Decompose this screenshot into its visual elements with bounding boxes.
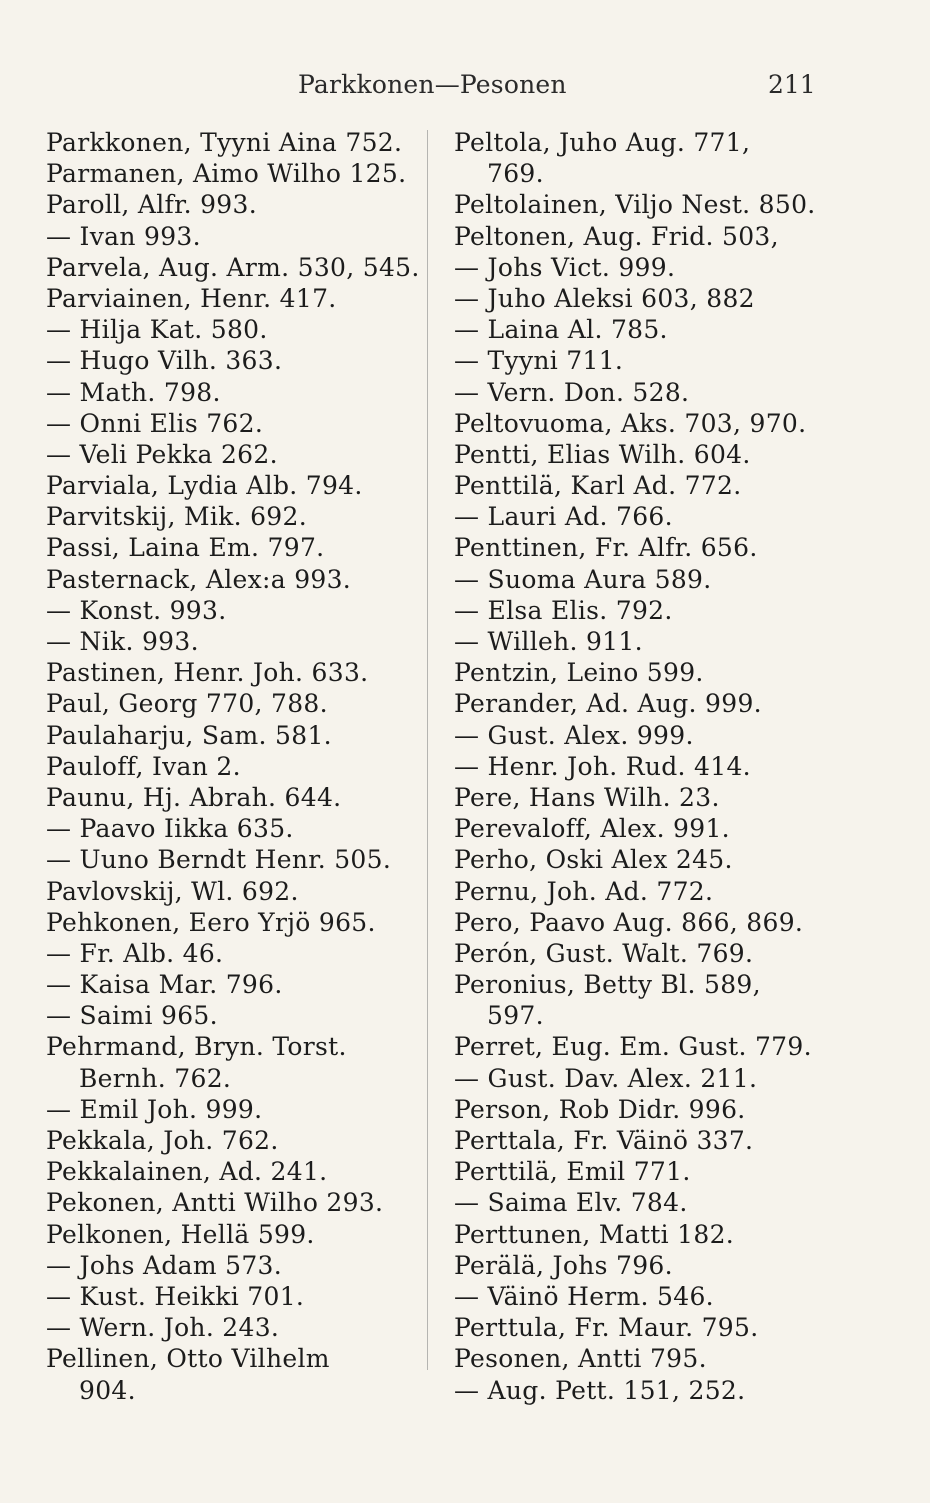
index-entry: Pero, Paavo Aug. 866, 869. bbox=[454, 907, 804, 937]
index-entry: Perttunen, Matti 182. bbox=[454, 1219, 735, 1249]
index-entry: Pekkalainen, Ad. 241. bbox=[46, 1157, 328, 1187]
index-entry: Pekonen, Antti Wilho 293. bbox=[46, 1188, 384, 1218]
right-column bbox=[454, 127, 834, 1406]
index-entry: — Emil Joh. 999. bbox=[46, 1094, 263, 1124]
page-number: 211 bbox=[768, 70, 816, 99]
index-entry: — Kaisa Mar. 796. bbox=[46, 970, 283, 1000]
index-entry: 769. bbox=[454, 159, 544, 189]
index-entry: — Lauri Ad. 766. bbox=[454, 502, 673, 532]
index-entry: Parkkonen, Tyyni Aina 752. bbox=[46, 128, 403, 157]
index-entry: Paroll, Alfr. 993. bbox=[46, 190, 257, 220]
index-entry: Parvela, Aug. Arm. 530, 545. bbox=[46, 252, 420, 282]
index-entry: — Johs Vict. 999. bbox=[454, 252, 676, 282]
index-entry: Perttula, Fr. Maur. 795. bbox=[454, 1313, 759, 1343]
index-entry: Pere, Hans Wilh. 23. bbox=[454, 782, 720, 812]
index-entry: — Hugo Vilh. 363. bbox=[46, 346, 283, 376]
index-entry: Paul, Georg 770, 788. bbox=[46, 689, 328, 719]
index-entry: — Laina Al. 785. bbox=[454, 315, 668, 345]
index-entry: Perho, Oski Alex 245. bbox=[454, 845, 733, 875]
index-entry: Peltola, Juho Aug. 771, bbox=[454, 128, 751, 157]
index-entry: — Paavo Iikka 635. bbox=[46, 814, 294, 844]
index-entry: — Ivan 993. bbox=[46, 221, 201, 251]
index-entry: Perander, Ad. Aug. 999. bbox=[454, 689, 762, 719]
index-entry: Passi, Laina Em. 797. bbox=[46, 533, 325, 563]
index-entry: — Kust. Heikki 701. bbox=[46, 1281, 305, 1311]
index-entry: — Saima Elv. 784. bbox=[454, 1188, 688, 1218]
index-entry: — Veli Pekka 262. bbox=[46, 439, 278, 469]
index-entry: Peltonen, Aug. Frid. 503, bbox=[454, 221, 779, 251]
index-entry: — Konst. 993. bbox=[46, 595, 227, 625]
index-entry: Pesonen, Antti 795. bbox=[454, 1344, 707, 1374]
index-entry: — Henr. Joh. Rud. 414. bbox=[454, 751, 751, 781]
index-entry: — Onni Elis 762. bbox=[46, 408, 264, 438]
index-entry: — Wern. Joh. 243. bbox=[46, 1313, 280, 1343]
index-entry: Paunu, Hj. Abrah. 644. bbox=[46, 782, 342, 812]
index-entry: Parvitskij, Mik. 692. bbox=[46, 502, 307, 532]
index-entry: Pehkonen, Eero Yrjö 965. bbox=[46, 907, 376, 937]
index-entry: Pentti, Elias Wilh. 604. bbox=[454, 439, 751, 469]
index-entry: Perttilä, Emil 771. bbox=[454, 1157, 691, 1187]
index-entry: Peronius, Betty Bl. 589, bbox=[454, 970, 761, 1000]
column-divider bbox=[427, 130, 428, 1370]
index-entry: Pekkala, Joh. 762. bbox=[46, 1126, 279, 1155]
index-entry: Pernu, Joh. Ad. 772. bbox=[454, 876, 714, 906]
index-entry: Pastinen, Henr. Joh. 633. bbox=[46, 658, 369, 688]
index-entry: 597. bbox=[454, 1001, 544, 1031]
index-entry: Perón, Gust. Walt. 769. bbox=[454, 938, 754, 968]
index-entry: Penttinen, Fr. Alfr. 656. bbox=[454, 533, 758, 563]
index-entry: — Uuno Berndt Henr. 505. bbox=[46, 845, 392, 875]
index-entry: Parviala, Lydia Alb. 794. bbox=[46, 471, 363, 501]
index-entry: — Willeh. 911. bbox=[454, 627, 643, 656]
index-entry: Pentzin, Leino 599. bbox=[454, 658, 704, 688]
index-entry: — Väinö Herm. 546. bbox=[454, 1281, 714, 1311]
index-entry: Perret, Eug. Em. Gust. 779. bbox=[454, 1032, 812, 1062]
left-column bbox=[46, 127, 420, 1406]
index-entry: Pasternack, Alex:a 993. bbox=[46, 564, 352, 594]
index-entry: — Math. 798. bbox=[46, 377, 221, 407]
index-entry: — Johs Adam 573. bbox=[46, 1250, 282, 1280]
index-entry: — Fr. Alb. 46. bbox=[46, 938, 224, 968]
index-entry: Penttilä, Karl Ad. 772. bbox=[454, 471, 742, 501]
index-entry: Pellinen, Otto Vilhelm bbox=[46, 1344, 330, 1374]
index-entry: Peltolainen, Viljo Nest. 850. bbox=[454, 190, 816, 220]
index-entry: — Gust. Alex. 999. bbox=[454, 720, 694, 750]
index-entry: Paulaharju, Sam. 581. bbox=[46, 720, 332, 750]
index-entry: Pehrmand, Bryn. Torst. bbox=[46, 1032, 347, 1062]
index-entry: 904. bbox=[46, 1375, 136, 1405]
index-entry: — Hilja Kat. 580. bbox=[46, 315, 268, 345]
index-entry: Parviainen, Henr. 417. bbox=[46, 283, 337, 313]
index-entry: — Elsa Elis. 792. bbox=[454, 595, 673, 625]
index-entry: Perälä, Johs 796. bbox=[454, 1250, 673, 1280]
index-entry: Peltovuoma, Aks. 703, 970. bbox=[454, 408, 807, 438]
index-entry: — Tyyni 711. bbox=[454, 346, 624, 376]
index-entry: — Juho Aleksi 603, 882 bbox=[454, 283, 755, 313]
page-header bbox=[0, 70, 930, 110]
index-entry: — Saimi 965. bbox=[46, 1001, 218, 1031]
index-entry: Pelkonen, Hellä 599. bbox=[46, 1219, 315, 1249]
index-entry: — Aug. Pett. 151, 252. bbox=[454, 1375, 746, 1405]
index-entry: Person, Rob Didr. 996. bbox=[454, 1094, 746, 1124]
index-entry: Pavlovskij, Wl. 692. bbox=[46, 876, 299, 906]
index-entry: — Nik. 993. bbox=[46, 627, 199, 656]
index-entry: — Gust. Dav. Alex. 211. bbox=[454, 1063, 758, 1093]
index-entry: — Vern. Don. 528. bbox=[454, 377, 690, 407]
index-entry: Perttala, Fr. Väinö 337. bbox=[454, 1126, 754, 1155]
index-entry: Pauloff, Ivan 2. bbox=[46, 751, 241, 781]
index-entry: Bernh. 762. bbox=[46, 1063, 232, 1093]
index-entry: — Suoma Aura 589. bbox=[454, 564, 712, 594]
index-entry: Parmanen, Aimo Wilho 125. bbox=[46, 159, 407, 189]
index-entry: Perevaloff, Alex. 991. bbox=[454, 814, 730, 844]
running-head: Parkkonen—Pesonen bbox=[298, 70, 567, 99]
